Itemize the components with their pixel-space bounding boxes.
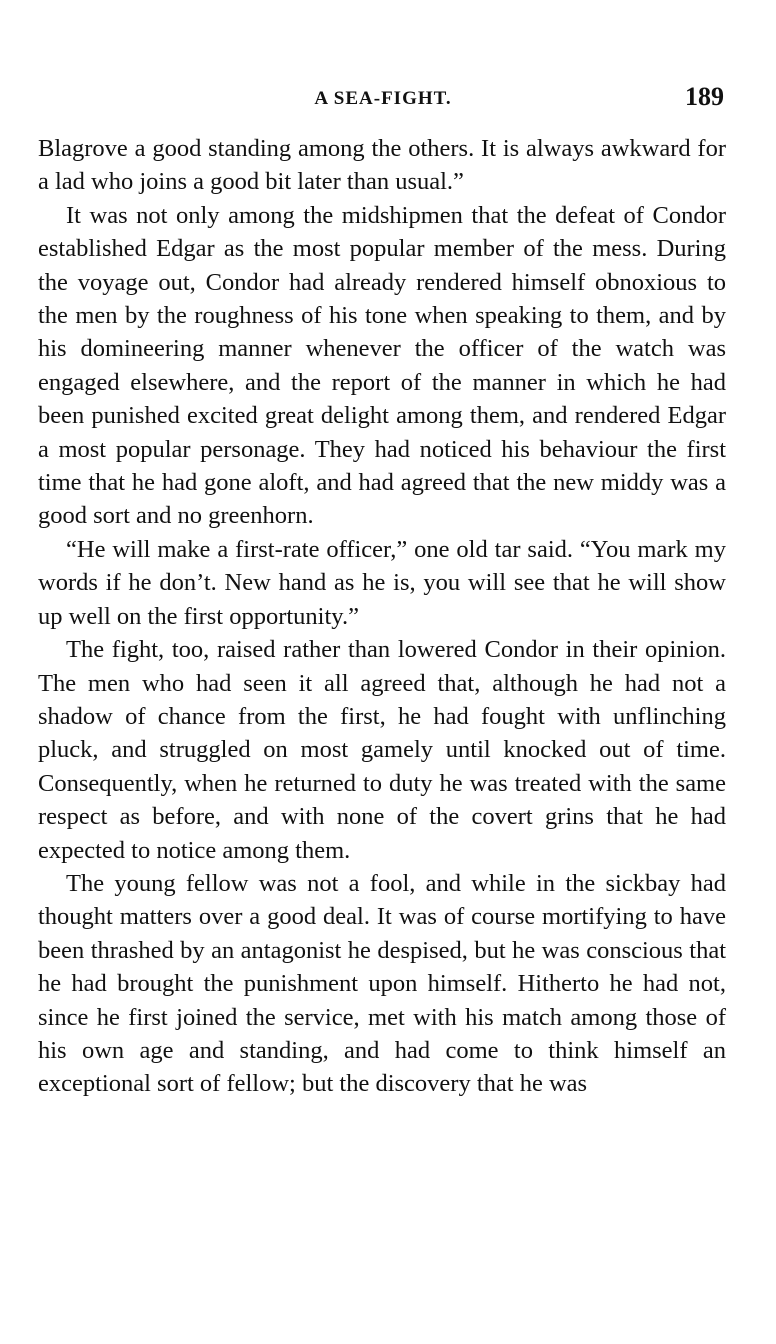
paragraph: The young fellow was not a fool, and while in the sickbay had thought matters over a good deal. It was of course mortifying to have been thrashed by an antagonist he despised, but he was conscious that he had brought the punishment upon himself. Hitherto he had not, since he first joined the service, met with his match among those of his own age and standing, and had come to think himself an exceptional sort of fellow; but the discovery that he was [38,869,726,1098]
paragraph-continued: Blagrove a good standing among the others. It is always awkward for a lad who joins a good bit later than usual.” [38,135,726,196]
page-header [38,82,728,114]
page-number: 189 [685,82,724,111]
paragraph-quote: “He will make a first-rate officer,” one old tar said. “You mark my words if he don’t. New hand as he is, you will see that he will show up well on the first opportunity.” [38,535,726,630]
paragraph: It was not only among the midshipmen that the defeat of Condor established Edgar as the most popular member of the mess. During the voyage out, Condor had already rendered himself obnoxious to the men by the roughness of his tone when speaking to them, and by his domineering manner whenever the officer of the watch was engaged elsewhere, and the report of the manner in which he had been punished excited great delight among them, and rendered Edgar a most popular personage. They had noticed his behaviour the first time that he had gone aloft, and had agreed that the new middy was a good sort and no greenhorn. [38,201,726,530]
body-text [38,132,726,1101]
running-title: A SEA-FIGHT. [314,88,452,109]
paragraph: The fight, too, raised rather than lowered Condor in their opinion. The men who had seen it all agreed that, although he had not a shadow of chance from the first, he had fought with unflinching pluck, and struggled on most gamely until knocked out of time. Consequently, when he returned to duty he was treated with the same respect as before, and with none of the covert grins that he had expected to notice among them. [38,636,726,864]
